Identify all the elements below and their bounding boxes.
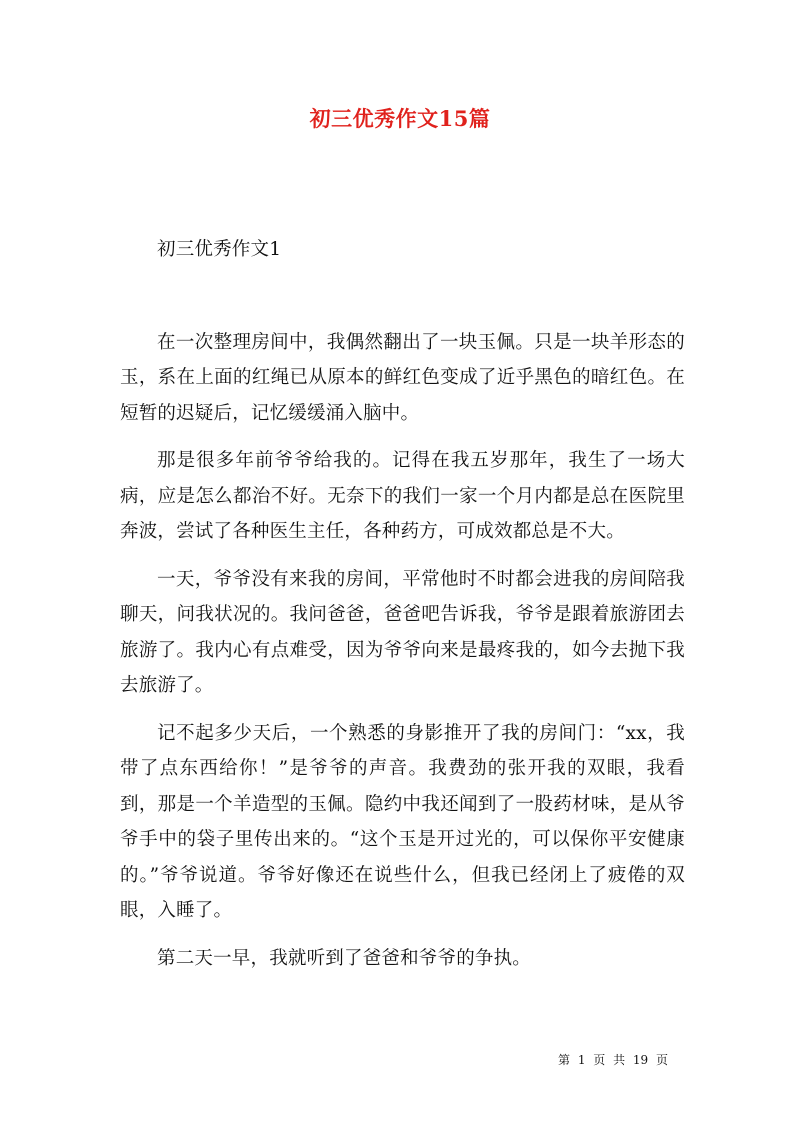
- document-title: 初三优秀作文15篇: [309, 106, 491, 131]
- paragraph-2: 那是很多年前爷爷给我的。记得在我五岁那年，我生了一场大病，应是怎么都治不好。无奈下的我们一家一个月内都是总在医院里奔波，尝试了各种医生主任，各种药方，可成效都总是不大。: [120, 450, 685, 542]
- paragraph-4: 记不起多少天后，一个熟悉的身影推开了我的房间门：“xx，我带了点东西给你！”是爷爷的声音。我费劲的张开我的双眼，我看到，那是一个羊造型的玉佩。隐约中我还闻到了一股药材味，是从爷爷手中的袋子里传出来的。“这个玉是开过光的，可以保你平安健康的。”爷爷说道。爷爷好像还在说些什么，但我已经闭上了疲倦的双眼，入睡了。: [120, 722, 685, 921]
- paragraph-5: 第二天一早，我就听到了爸爸和爷爷的争执。: [157, 947, 532, 969]
- page-number-footer: 第 1 页 共 19 页: [558, 1053, 668, 1067]
- document-body: [120, 232, 685, 988]
- section-heading: 初三优秀作文1: [157, 239, 282, 260]
- paragraph-3: 一天，爷爷没有来我的房间，平常他时不时都会进我的房间陪我聊天，问我状况的。我问爸爸，爸爸吧告诉我，爷爷是跟着旅游团去旅游了。我内心有点难受，因为爷爷向来是最疼我的，如今去抛下我去旅游了。: [120, 568, 685, 696]
- paragraph-1: 在一次整理房间中，我偶然翻出了一块玉佩。只是一块羊形态的玉，系在上面的红绳已从原本的鲜红色变成了近乎黑色的暗红色。在短暂的迟疑后，记忆缓缓涌入脑中。: [120, 331, 685, 424]
